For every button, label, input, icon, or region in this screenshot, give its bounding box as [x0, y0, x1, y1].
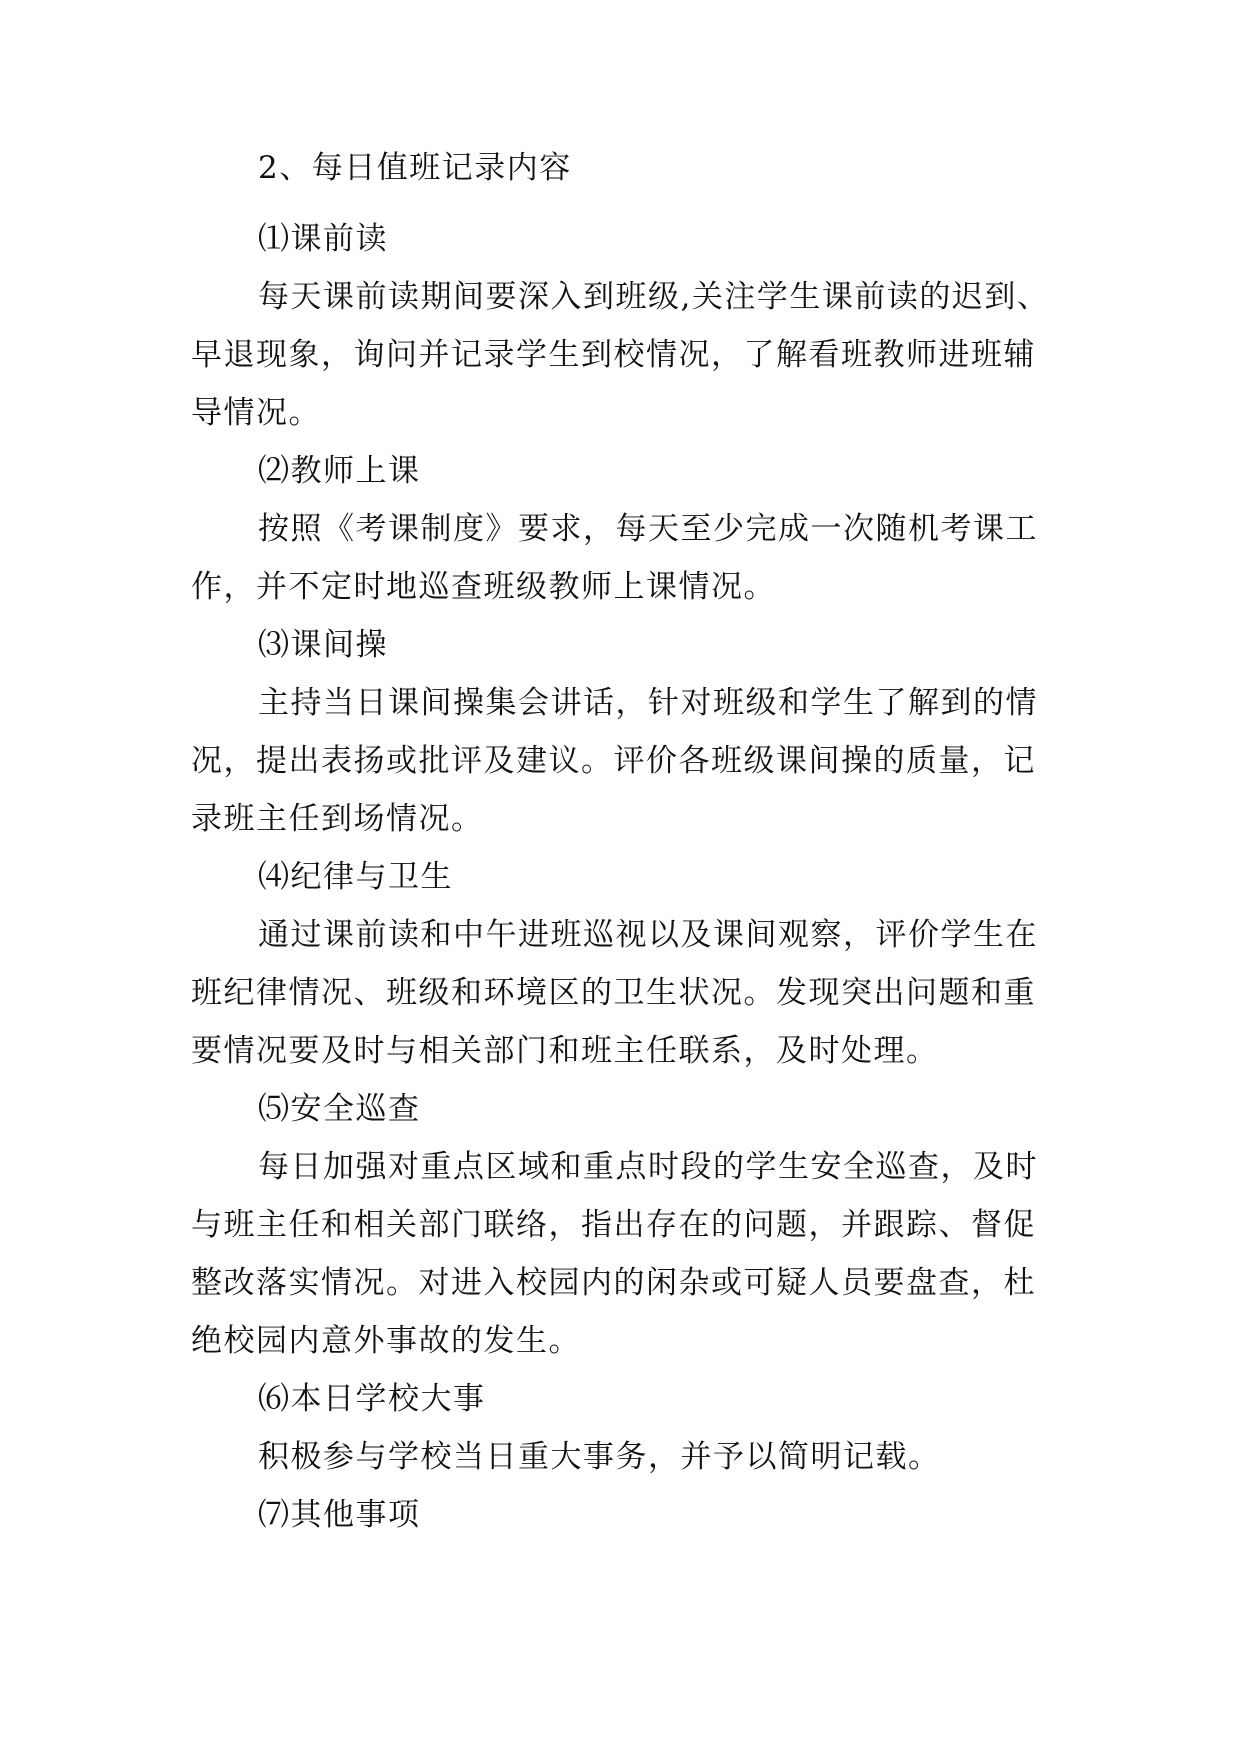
paragraph-line: 录班主任到场情况。: [191, 801, 484, 837]
paragraph-line: 每日加强对重点区域和重点时段的学生安全巡查，及时: [258, 1149, 1038, 1185]
paragraph-line: 早退现象，询问并记录学生到校情况，了解看班教师进班辅: [191, 337, 1036, 373]
paragraph-line: 况，提出表扬或批评及建议。评价各班级课间操的质量，记: [191, 743, 1036, 779]
subheading-pre-class-reading: ⑴课前读: [258, 221, 388, 257]
section-heading: 2、每日值班记录内容: [258, 150, 572, 186]
paragraph-line: 与班主任和相关部门联络，指出存在的问题，并跟踪、督促: [191, 1207, 1036, 1243]
paragraph-line: 积极参与学校当日重大事务，并予以简明记载。: [258, 1439, 941, 1475]
paragraph-line: 按照《考课制度》要求，每天至少完成一次随机考课工: [258, 511, 1038, 547]
subheading-school-events: ⑹本日学校大事: [258, 1381, 486, 1417]
subheading-other-matters: ⑺其他事项: [258, 1497, 421, 1533]
subheading-safety-patrol: ⑸安全巡查: [258, 1091, 421, 1127]
paragraph-line: 整改落实情况。对进入校园内的闲杂或可疑人员要盘查，杜: [191, 1265, 1036, 1301]
paragraph-line: 通过课前读和中午进班巡视以及课间观察，评价学生在: [258, 917, 1038, 953]
paragraph-line: 班纪律情况、班级和环境区的卫生状况。发现突出问题和重: [191, 975, 1036, 1011]
paragraph-line: 导情况。: [191, 395, 321, 431]
paragraph-line: 要情况要及时与相关部门和班主任联系，及时处理。: [191, 1033, 939, 1069]
subheading-teacher-class: ⑵教师上课: [258, 453, 421, 489]
paragraph-line: 作，并不定时地巡查班级教师上课情况。: [191, 569, 776, 605]
paragraph-line: 绝校园内意外事故的发生。: [191, 1323, 581, 1359]
paragraph-line: 每天课前读期间要深入到班级,关注学生课前读的迟到、: [258, 279, 1050, 315]
paragraph-line: 主持当日课间操集会讲话，针对班级和学生了解到的情: [258, 685, 1038, 721]
subheading-break-exercise: ⑶课间操: [258, 627, 388, 663]
subheading-discipline-hygiene: ⑷纪律与卫生: [258, 859, 453, 895]
